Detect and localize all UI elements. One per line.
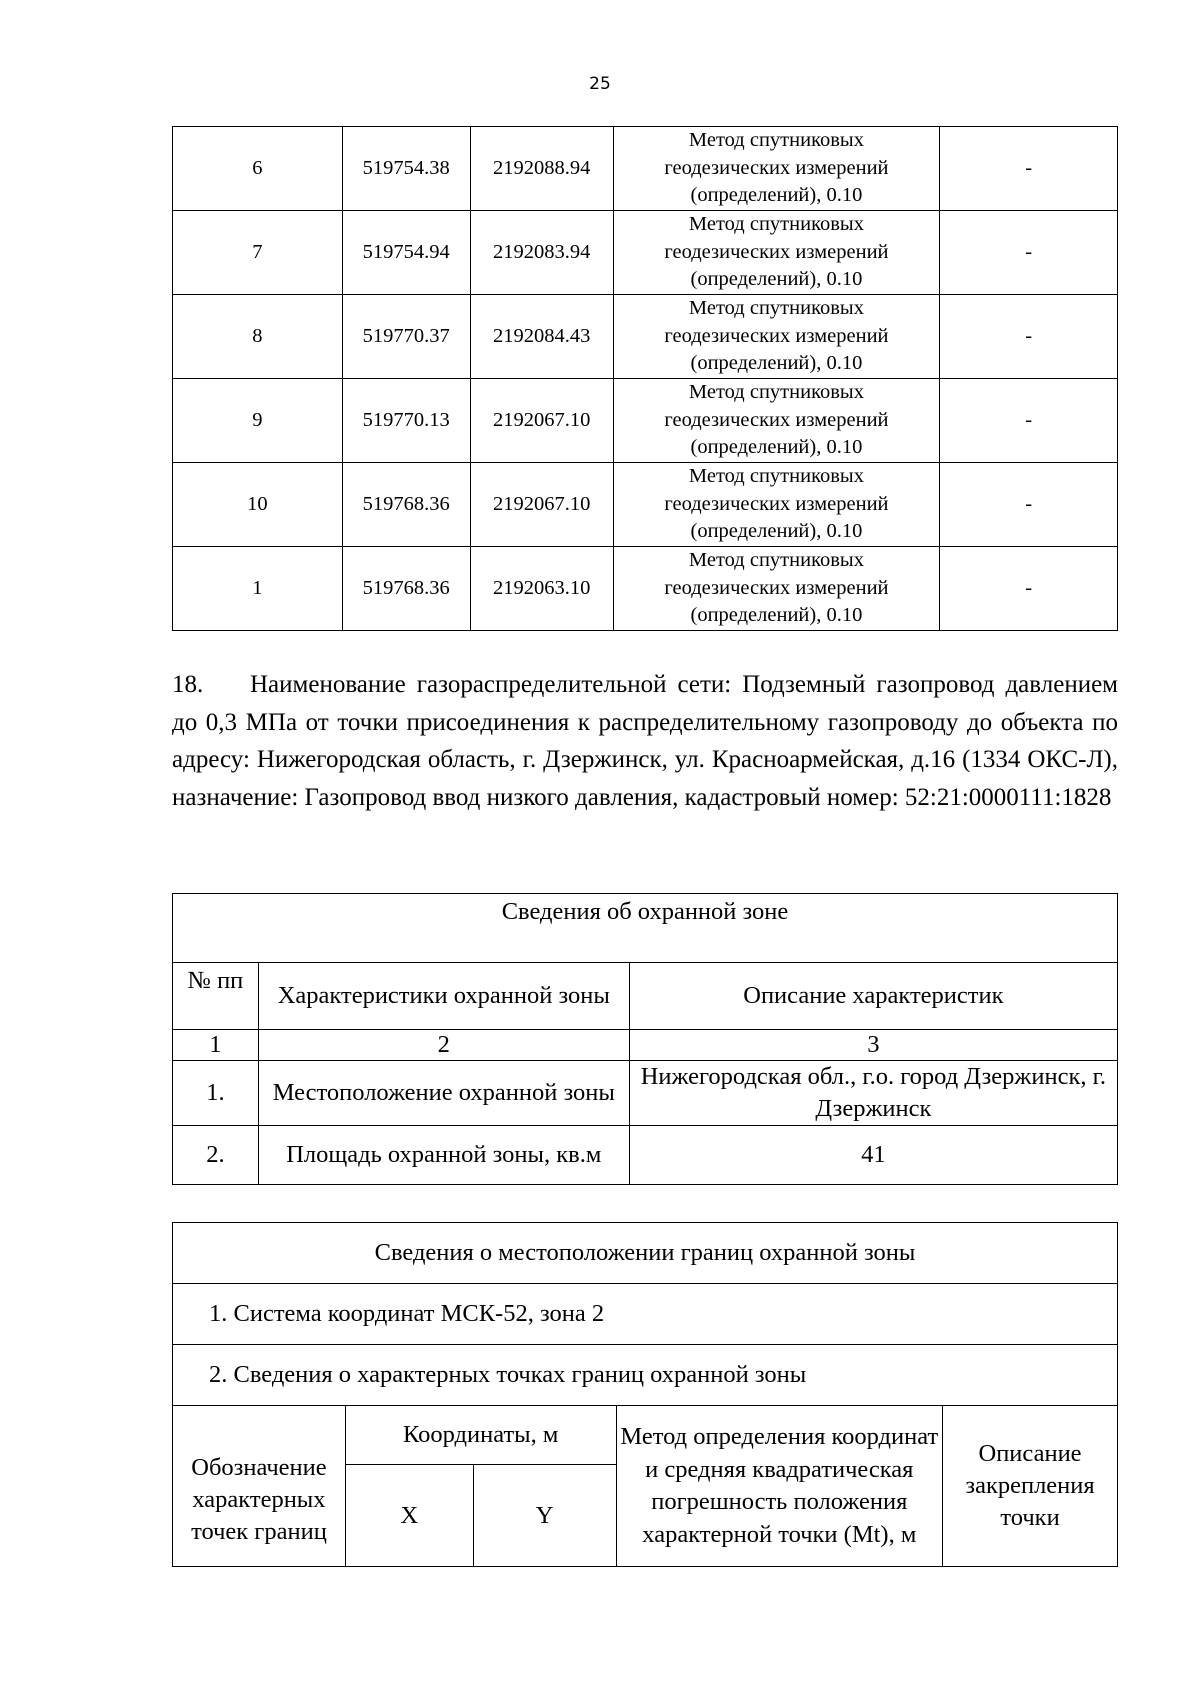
header-y: Y (473, 1465, 616, 1567)
x-cell: 519770.37 (342, 295, 470, 379)
x-cell: 519768.36 (342, 547, 470, 631)
point-cell: 7 (173, 211, 343, 295)
y-cell: 2192084.43 (470, 295, 613, 379)
row-number: 1. (173, 1061, 259, 1126)
header-description: Описание характеристик (629, 963, 1117, 1030)
y-cell: 2192063.10 (470, 547, 613, 631)
bounds-table-title: Сведения о местоположении границ охранной зоны (173, 1223, 1118, 1284)
zone-table-title: Сведения об охранной зоне (173, 894, 1118, 963)
method-line: геодезических измерений (664, 492, 889, 515)
header-method: Метод определения координат и средняя квадратическая погрешность положения характерной точки (Mt), м (616, 1406, 943, 1567)
header-characteristics: Характеристики охранной зоны (258, 963, 629, 1030)
row-characteristic: Местоположение охранной зоны (258, 1061, 629, 1126)
method-line: геодезических измерений (664, 156, 889, 179)
coordinate-row (173, 379, 1118, 463)
point-cell: 10 (173, 463, 343, 547)
method-cell (613, 295, 940, 379)
coordinate-system: 1. Система координат МСК-52, зона 2 (173, 1284, 1118, 1345)
index-cell: 1 (173, 1030, 259, 1061)
y-cell: 2192083.94 (470, 211, 613, 295)
x-cell: 519768.36 (342, 463, 470, 547)
row-value: Нижегородская обл., г.о. город Дзержинск, г. Дзержинск (629, 1061, 1117, 1126)
method-line: (определений), 0.10 (690, 604, 863, 627)
method-line: Метод спутниковых (688, 129, 864, 152)
description-cell: - (940, 127, 1118, 211)
method-cell (613, 379, 940, 463)
boundaries-table (172, 1222, 1118, 1567)
y-cell: 2192067.10 (470, 379, 613, 463)
y-cell: 2192067.10 (470, 463, 613, 547)
index-cell: 2 (258, 1030, 629, 1061)
method-line: Метод спутниковых (688, 213, 864, 236)
method-line: (определений), 0.10 (690, 268, 863, 291)
method-cell (613, 463, 940, 547)
point-cell: 1 (173, 547, 343, 631)
header-num: № пп (173, 963, 259, 1030)
row-number: 2. (173, 1126, 259, 1185)
coordinate-row (173, 295, 1118, 379)
row-characteristic: Площадь охранной зоны, кв.м (258, 1126, 629, 1185)
x-cell: 519754.38 (342, 127, 470, 211)
method-line: геодезических измерений (664, 240, 889, 263)
coordinates-table (172, 126, 1118, 631)
method-line: (определений), 0.10 (690, 436, 863, 459)
header-coordinates: Координаты, м (345, 1406, 616, 1465)
method-line: Метод спутниковых (688, 381, 864, 404)
method-line: Метод спутниковых (688, 549, 864, 572)
point-cell: 9 (173, 379, 343, 463)
points-heading: 2. Сведения о характерных точках границ охранной зоны (173, 1345, 1118, 1406)
description-cell: - (940, 295, 1118, 379)
section-number: 18. (172, 671, 204, 698)
coordinate-row (173, 127, 1118, 211)
method-line: (определений), 0.10 (690, 352, 863, 375)
description-cell: - (940, 547, 1118, 631)
row-value: 41 (629, 1126, 1117, 1185)
section-text: Наименование газораспределительной сети: Подземный газопровод давлением до 0,3 МПа от точки присоединения к распределительному газопроводу до объекта по адресу: Нижегородская область, г. Дзержинск, ул. Красноармейская, д.16 (1334 ОКС-Л), назначение: Газопровод ввод низкого давления, кадастровый номер: 52:21:0000111:1828 (172, 671, 1118, 811)
method-line: Метод спутниковых (688, 297, 864, 320)
coordinate-row (173, 547, 1118, 631)
index-cell: 3 (629, 1030, 1117, 1061)
method-line: (определений), 0.10 (690, 184, 863, 207)
method-cell (613, 127, 940, 211)
description-cell: - (940, 463, 1118, 547)
coordinate-row (173, 211, 1118, 295)
page-number: 25 (589, 74, 611, 94)
x-cell: 519770.13 (342, 379, 470, 463)
method-line: Метод спутниковых (688, 465, 864, 488)
description-cell: - (940, 379, 1118, 463)
description-cell: - (940, 211, 1118, 295)
method-line: геодезических измерений (664, 576, 889, 599)
method-cell (613, 547, 940, 631)
header-x: X (345, 1465, 473, 1567)
y-cell: 2192088.94 (470, 127, 613, 211)
point-cell: 8 (173, 295, 343, 379)
method-cell (613, 211, 940, 295)
zone-info-table (172, 893, 1118, 1185)
section-paragraph (172, 666, 1118, 816)
x-cell: 519754.94 (342, 211, 470, 295)
method-line: геодезических измерений (664, 408, 889, 431)
method-line: (определений), 0.10 (690, 520, 863, 543)
method-line: геодезических измерений (664, 324, 889, 347)
header-fixing: Описание закрепления точки (943, 1406, 1118, 1567)
coordinate-row (173, 463, 1118, 547)
header-designation: Обозначение характерных точек границ (173, 1406, 346, 1567)
point-cell: 6 (173, 127, 343, 211)
